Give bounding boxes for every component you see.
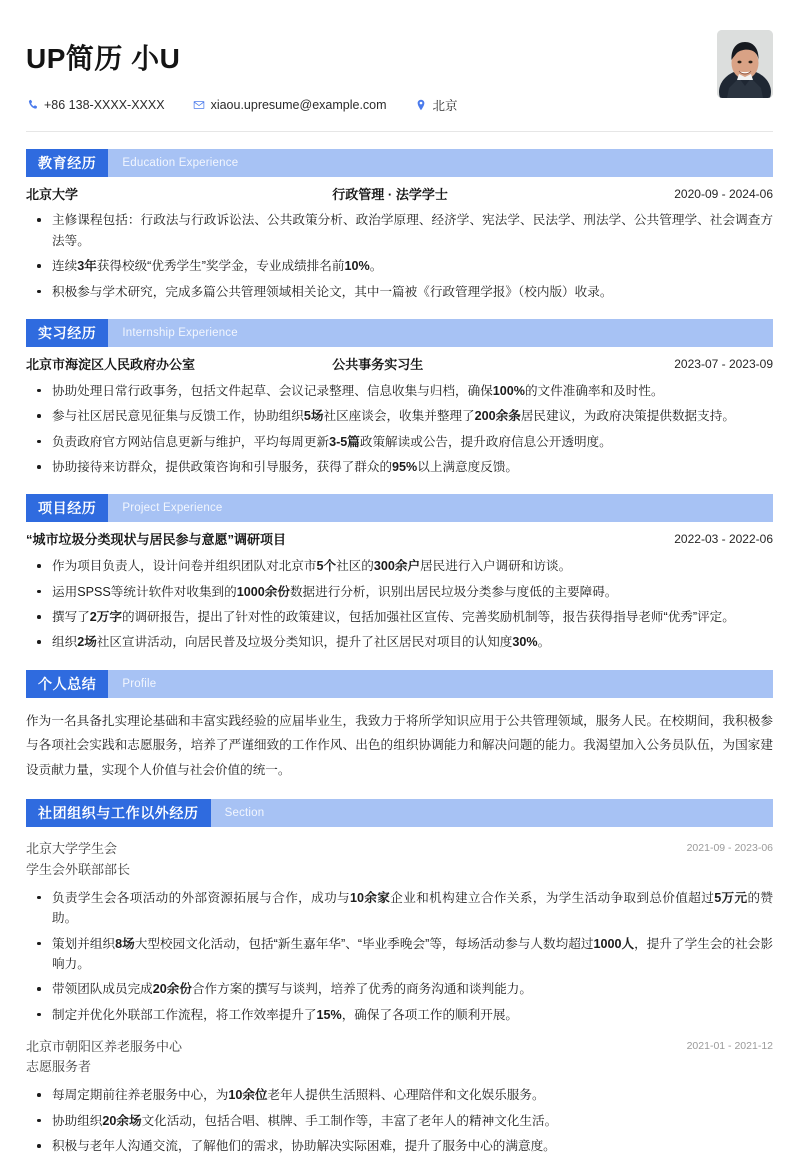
section-header-bar	[26, 319, 773, 347]
entry-organization: “城市垃圾分类现状与居民参与意愿”调研项目	[26, 532, 287, 548]
entry-date-range: 2022-03 - 2022-06	[674, 532, 773, 547]
section-5	[26, 799, 773, 1156]
entry-organization: 北京市朝阳区养老服务中心	[26, 1039, 183, 1055]
contact-text: +86 138-XXXX-XXXX	[44, 97, 165, 112]
bullet-item: 参与社区居民意见征集与反馈工作，协助组织5场社区座谈会，收集并整理了200余条居民建议，为政府决策提供数据支持。	[26, 406, 773, 426]
section-header-bar	[26, 799, 773, 827]
sections-container	[26, 149, 773, 1157]
experience-entry	[26, 531, 773, 652]
bullet-item: 积极参与学术研究，完成多篇公共管理领域相关论文，其中一篇被《行政管理学报》（校内版）收录。	[26, 282, 773, 302]
contact-text: 北京	[432, 98, 458, 113]
section-title-cn: 社团组织与工作以外经历	[26, 799, 211, 827]
header-left	[26, 24, 717, 114]
contact-list	[26, 96, 717, 114]
contact-item-mail	[193, 98, 387, 112]
bullet-item: 组织2场社区宣讲活动，向居民普及垃圾分类知识，提升了社区居民对项目的认知度30%。	[26, 632, 773, 652]
bullet-item: 协助处理日常行政事务，包括文件起草、会议记录整理、信息收集与归档，确保100%的文件准确率和及时性。	[26, 381, 773, 401]
bullet-item: 协助接待来访群众，提供政策咨询和引导服务，获得了群众的95%以上满意度反馈。	[26, 457, 773, 477]
bullet-item: 负责学生会各项活动的外部资源拓展与合作，成功与10余家企业和机构建立合作关系，为学生活动争取到总价值超过5万元的赞助。	[26, 888, 773, 929]
avatar	[717, 30, 773, 98]
entry-header	[26, 186, 773, 205]
entry-organization: 北京大学	[26, 186, 79, 202]
entry-role: 行政管理 · 法学学士	[332, 186, 448, 202]
mail-icon	[193, 98, 206, 111]
bullet-item: 每周定期前往养老服务中心，为10余位老年人提供生活照料、心理陪伴和文化娱乐服务。	[26, 1085, 773, 1105]
section-title-en: Section	[224, 807, 265, 820]
section-title-en: Internship Experience	[122, 327, 238, 339]
entry-date-range: 2021-09 - 2023-06	[686, 842, 773, 855]
bullet-list	[26, 381, 773, 478]
section-1	[26, 149, 773, 302]
section-title-cn: 项目经历	[26, 494, 108, 522]
page-title: UP简历 小U	[26, 43, 181, 74]
section-title-en: Project Experience	[122, 502, 223, 515]
section-title-cn: 教育经历	[26, 149, 108, 177]
experience-entry	[26, 1037, 773, 1156]
bullet-item: 积极与老年人沟通交流，了解他们的需求，协助解决实际困难，提升了服务中心的满意度。	[26, 1136, 773, 1156]
contact-item-phone	[26, 98, 165, 112]
bullet-item: 运用SPSS等统计软件对收集到的1000余份数据进行分析，识别出居民垃圾分类参与度低的主要障碍。	[26, 582, 773, 602]
profile-paragraph: 作为一名具备扎实理论基础和丰富实践经验的应届毕业生，我致力于将所学知识应用于公共管理领域，服务人民。在校期间，我积极参与各项社会实践和志愿服务，培养了严谨细致的工作作风、出色的组织协调能力和解决问题的能力。我渴望加入公务员队伍，为国家建设贡献力量，实现个人价值与社会价值的统一。	[26, 713, 773, 777]
bullet-item: 制定并优化外联部工作流程，将工作效率提升了15%，确保了各项工作的顺利开展。	[26, 1005, 773, 1025]
location-icon	[415, 98, 428, 111]
entry-role: 学生会外联部部长	[26, 861, 131, 877]
experience-entry	[26, 839, 773, 1025]
bullet-list	[26, 1085, 773, 1156]
entry-date-range: 2020-09 - 2024-06	[674, 186, 773, 201]
entry-header	[26, 839, 773, 879]
section-header-bar	[26, 494, 773, 522]
bullet-list	[26, 210, 773, 302]
entry-role: 志愿服务者	[26, 1059, 92, 1075]
experience-entry	[26, 186, 773, 302]
section-4	[26, 670, 773, 783]
section-header-bar	[26, 149, 773, 177]
entry-org-block	[26, 1037, 182, 1077]
section-title-cn: 实习经历	[26, 319, 108, 347]
header-divider	[26, 131, 773, 132]
entry-header	[26, 1037, 773, 1077]
entry-header	[26, 531, 773, 550]
section-header-bar	[26, 670, 773, 698]
bullet-list	[26, 556, 773, 653]
contact-text: xiaou.upresume@example.com	[210, 97, 387, 112]
section-title-en: Profile	[122, 677, 157, 690]
bullet-item: 策划并组织8场大型校园文化活动，包括“新生嘉年华”、“毕业季晚会”等，每场活动参与人数均超过1000人，提升了学生会的社会影响力。	[26, 934, 773, 975]
entry-date-range: 2021-01 - 2021-12	[686, 1040, 773, 1053]
bullet-item: 带领团队成员完成20余份合作方案的撰写与谈判，培养了优秀的商务沟通和谈判能力。	[26, 979, 773, 999]
section-2	[26, 319, 773, 477]
phone-icon	[26, 98, 39, 111]
entry-org-block	[26, 839, 130, 879]
contact-item-location	[415, 96, 458, 114]
bullet-item: 负责政府官方网站信息更新与维护，平均每周更新3-5篇政策解读或公告，提升政府信息公开透明度。	[26, 432, 773, 452]
entry-organization: 北京市海淀区人民政府办公室	[26, 357, 196, 372]
section-title-cn: 个人总结	[26, 670, 108, 698]
experience-entry	[26, 356, 773, 477]
bullet-item: 作为项目负责人，设计问卷并组织团队对北京市5个社区的300余户居民进行入户调研和访谈。	[26, 556, 773, 576]
resume-header	[26, 0, 773, 114]
entry-organization: 北京大学学生会	[26, 841, 118, 857]
bullet-item: 连续3年获得校级“优秀学生”奖学金，专业成绩排名前10%。	[26, 256, 773, 276]
bullet-list	[26, 888, 773, 1025]
entry-date-range: 2023-07 - 2023-09	[674, 357, 773, 371]
bullet-item: 撰写了2万字的调研报告，提出了针对性的政策建议，包括加强社区宣传、完善奖励机制等，报告获得指导老师“优秀”评定。	[26, 607, 773, 627]
section-3	[26, 494, 773, 652]
section-title-en: Education Experience	[122, 156, 239, 169]
entry-header	[26, 356, 773, 375]
bullet-item: 协助组织20余场文化活动，包括合唱、棋牌、手工制作等，丰富了老年人的精神文化生活。	[26, 1111, 773, 1131]
bullet-item: 主修课程包括：行政法与行政诉讼法、公共政策分析、政治学原理、经济学、宪法学、民法学、刑法学、公共管理学、社会调查方法等。	[26, 210, 773, 251]
entry-role: 公共事务实习生	[332, 357, 424, 372]
